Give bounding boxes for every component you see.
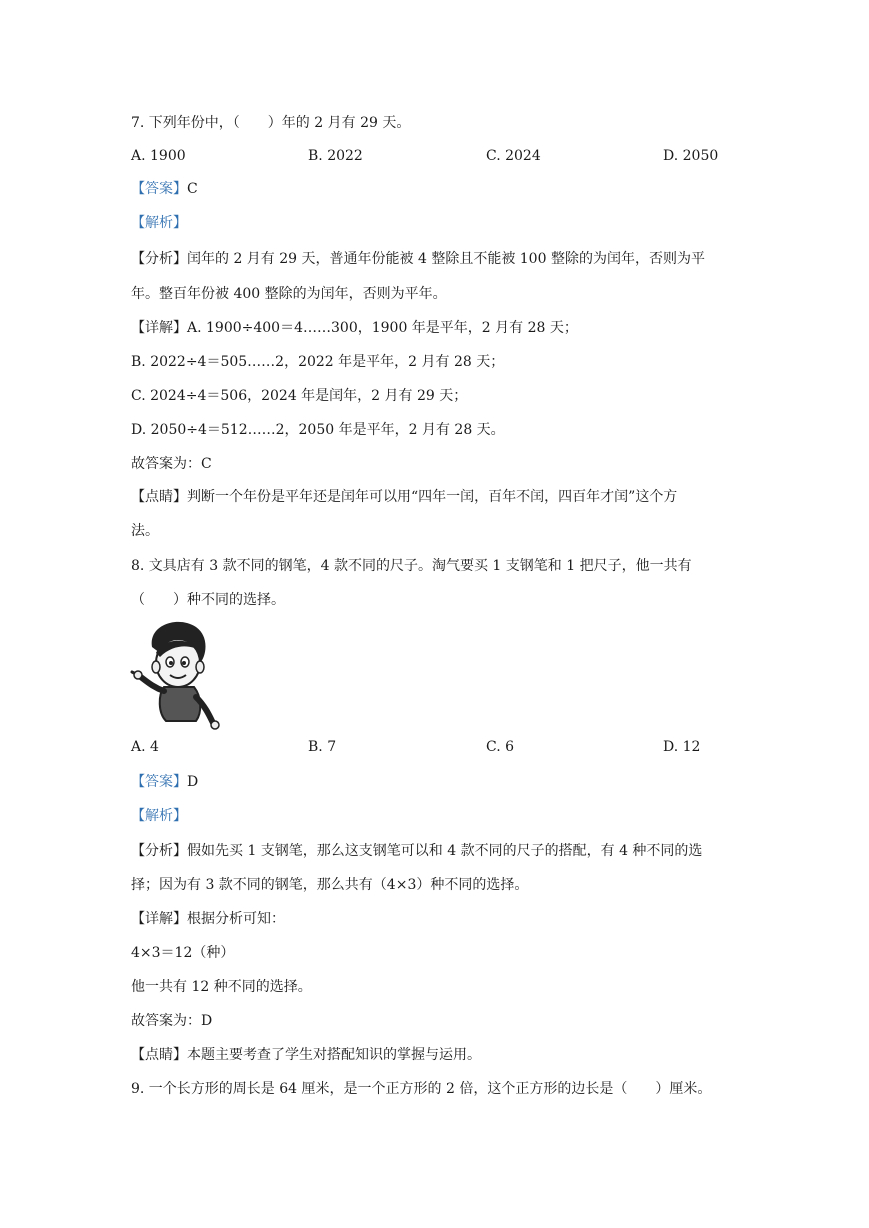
q8-dianjing-line-1 <box>131 1045 481 1065</box>
q8-option-b: B. 7 <box>308 739 337 755</box>
fenxi-label: 【分析】 <box>131 843 187 859</box>
q8-analysis-heading: 【解析】 <box>131 808 187 824</box>
dianjing-label: 【点睛】 <box>131 1047 187 1063</box>
q7-option-d: D. 2050 <box>663 148 719 164</box>
q7-dianjing-line-1 <box>131 487 677 507</box>
q7-option-a: A. 1900 <box>131 148 186 164</box>
dianjing-text: 本题主要考查了学生对搭配知识的掌握与运用。 <box>187 1047 481 1063</box>
answer-label: 【答案】 <box>131 774 187 790</box>
xiangjie-text: A. 1900÷400＝4……300，1900 年是平年，2 月有 28 天； <box>187 320 578 336</box>
boy-pointing-illustration <box>130 617 222 731</box>
q7-dianjing-line-2: 法。 <box>131 523 159 539</box>
q8-fenxi-line-1 <box>131 841 702 861</box>
q7-final-answer: 故答案为：C <box>131 456 212 472</box>
xiangjie-label: 【详解】 <box>131 320 187 336</box>
q8-question-line-1: 8. 文具店有 3 款不同的钢笔，4 款不同的尺子。淘气要买 1 支钢笔和 1 把尺子，他一共有 <box>131 558 692 574</box>
fenxi-text: 假如先买 1 支钢笔，那么这支钢笔可以和 4 款不同的尺子的搭配，有 4 种不同的选 <box>187 843 703 859</box>
q7-xiangjie-line-4: D. 2050÷4＝512……2，2050 年是平年，2 月有 28 天。 <box>131 422 505 438</box>
q8-answer <box>131 772 198 792</box>
fenxi-label: 【分析】 <box>131 251 187 267</box>
answer-label: 【答案】 <box>131 181 187 197</box>
answer-value: C <box>187 181 198 197</box>
q7-xiangjie-line-3: C. 2024÷4＝506，2024 年是闰年，2 月有 29 天； <box>131 388 468 404</box>
q7-analysis-heading: 【解析】 <box>131 215 187 231</box>
q8-final-answer: 故答案为：D <box>131 1013 213 1029</box>
q8-option-c: C. 6 <box>486 739 515 755</box>
dianjing-label: 【点睛】 <box>131 489 187 505</box>
answer-value: D <box>187 774 199 790</box>
q7-fenxi-line-1 <box>131 249 705 269</box>
q7-option-b: B. 2022 <box>308 148 363 164</box>
xiangjie-text: 根据分析可知： <box>187 911 285 927</box>
q9-question: 9. 一个长方形的周长是 64 厘米，是一个正方形的 2 倍，这个正方形的边长是（ ）厘米。 <box>131 1081 712 1097</box>
dianjing-text: 判断一个年份是平年还是闰年可以用“四年一闰，百年不闰，四百年才闰”这个方 <box>187 489 678 505</box>
q7-fenxi-line-2: 年。整百年份被 400 整除的为闰年，否则为平年。 <box>131 286 447 302</box>
q7-xiangjie-line-2: B. 2022÷4＝505……2，2022 年是平年，2 月有 28 天； <box>131 354 505 370</box>
q7-question: 7. 下列年份中，（ ）年的 2 月有 29 天。 <box>131 115 411 131</box>
q7-xiangjie-line-1 <box>131 318 578 338</box>
q8-xiangjie-line-1 <box>131 909 285 929</box>
q7-answer <box>131 179 198 199</box>
fenxi-text: 闰年的 2 月有 29 天，普通年份能被 4 整除且不能被 100 整除的为闰年，否则为平 <box>187 251 705 267</box>
q7-option-c: C. 2024 <box>486 148 541 164</box>
q8-fenxi-line-2: 择；因为有 3 款不同的钢笔，那么共有（4×3）种不同的选择。 <box>131 877 529 893</box>
q8-conclusion: 他一共有 12 种不同的选择。 <box>131 979 312 995</box>
q8-option-a: A. 4 <box>131 739 159 755</box>
q8-option-d: D. 12 <box>663 739 701 755</box>
q8-question-line-2: （ ）种不同的选择。 <box>131 592 285 608</box>
xiangjie-label: 【详解】 <box>131 911 187 927</box>
q8-calculation: 4×3＝12（种） <box>131 945 235 961</box>
